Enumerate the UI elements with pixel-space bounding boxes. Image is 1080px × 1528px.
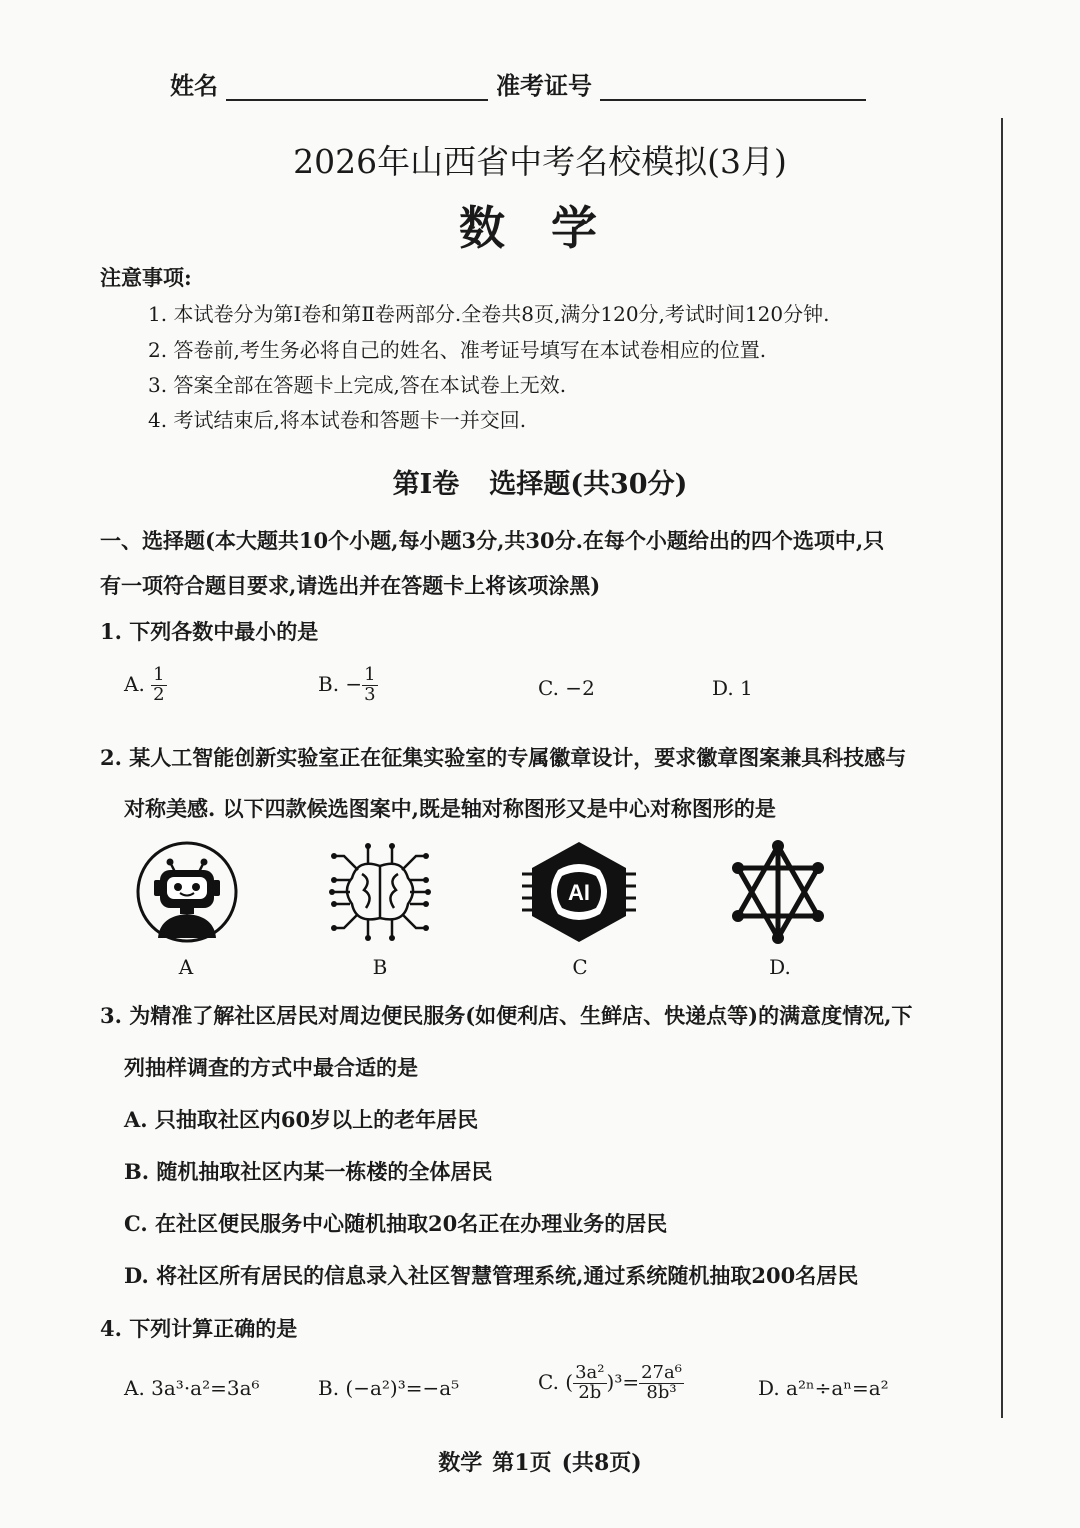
notice-item: 1. 本试卷分为第Ⅰ卷和第Ⅱ卷两部分.全卷共8页,满分120分,考试时间120分钟.	[148, 302, 830, 326]
fraction: $\frac{1}{3}$	[364, 664, 376, 705]
margin-line	[1001, 118, 1003, 1418]
logo-label-b: B	[372, 955, 388, 979]
robot-badge-icon	[136, 840, 238, 944]
question-2-line: 对称美感. 以下四款候选图案中,既是轴对称图形又是中心对称图形的是	[124, 796, 776, 821]
part-intro-line: 一、选择题(本大题共10个小题,每小题3分,共30分.在每个小题给出的四个选项中,只	[100, 528, 885, 553]
question-3-line: 3. 为精准了解社区居民对周边便民服务(如便利店、生鲜店、快递点等)的满意度情况,下	[100, 1003, 913, 1028]
notice-item: 4. 考试结束后,将本试卷和答题卡一并交回.	[148, 408, 527, 432]
exam-number-field[interactable]	[496, 66, 866, 101]
q4-option-d: D. a²ⁿ÷aⁿ=a²	[758, 1376, 889, 1400]
page-footer	[0, 1446, 1080, 1477]
q3-option-b: B. 随机抽取社区内某一栋楼的全体居民	[124, 1159, 493, 1184]
network-graph-icon	[726, 840, 830, 944]
logo-label-d: D.	[769, 955, 791, 979]
q3-option-a: A. 只抽取社区内60岁以上的老年居民	[124, 1107, 479, 1132]
logo-label-a: A	[178, 955, 194, 979]
notice-heading: 注意事项:	[100, 265, 192, 290]
name-underline[interactable]	[226, 77, 488, 101]
question-4-stem: 4. 下列计算正确的是	[100, 1316, 298, 1341]
question-3-line: 列抽样调查的方式中最合适的是	[124, 1055, 418, 1080]
q1-option-d: D. 1	[712, 676, 753, 700]
brain-circuit-icon	[328, 840, 432, 944]
name-field[interactable]	[170, 66, 488, 101]
page-title: 2026年山西省中考名校模拟(3月)	[293, 142, 787, 181]
footer-subject: 数学	[438, 1450, 483, 1476]
q4-option-a: A. 3a³·a²=3a⁶	[124, 1376, 260, 1400]
exam-number-label: 准考证号	[496, 71, 592, 100]
part-intro-line: 有一项符合题目要求,请选出并在答题卡上将该项涂黑)	[100, 573, 601, 598]
section-name: 第Ⅰ卷	[392, 469, 460, 500]
exam-number-underline[interactable]	[600, 77, 866, 101]
name-label: 姓名	[170, 71, 218, 100]
section-title: 选择题(共30分)	[489, 469, 688, 500]
ai-logo-text: AI	[568, 880, 590, 905]
footer-page: 第1页	[492, 1450, 552, 1476]
question-1-stem: 1. 下列各数中最小的是	[100, 619, 319, 644]
q1-option-b: B. − $\frac{1}{3}$	[318, 664, 376, 705]
q1-option-c: C. −2	[538, 676, 595, 700]
fraction: $\frac{\text{27a⁶}}{\text{8b³}}$	[641, 1362, 682, 1403]
ai-hexagon-icon	[522, 840, 636, 944]
logo-label-c: C	[572, 955, 588, 979]
q3-option-d: D. 将社区所有居民的信息录入社区智慧管理系统,通过系统随机抽取200名居民	[124, 1263, 859, 1288]
q1-option-a: A. $\frac{1}{2}$	[124, 664, 165, 705]
q4-option-c: C. ( $\frac{\text{3a²}}{2b}$ )³= $\frac{\text{27a⁶}}{\text{8b³}}$	[538, 1362, 682, 1403]
subject-title: 数学	[459, 201, 643, 255]
section-heading	[0, 462, 1080, 501]
fraction: $\frac{\text{3a²}}{2b}$	[575, 1362, 605, 1403]
footer-total: (共8页)	[561, 1450, 642, 1476]
question-2-line: 2. 某人工智能创新实验室正在征集实验室的专属徽章设计，要求徽章图案兼具科技感与	[100, 745, 907, 770]
q4-option-b: B. (−a²)³=−a⁵	[318, 1376, 460, 1400]
q3-option-c: C. 在社区便民服务中心随机抽取20名正在办理业务的居民	[124, 1211, 668, 1236]
notice-item: 3. 答案全部在答题卡上完成,答在本试卷上无效.	[148, 373, 567, 397]
fraction: $\frac{1}{2}$	[153, 664, 165, 705]
notice-item: 2. 答卷前,考生务必将自己的姓名、准考证号填写在本试卷相应的位置.	[148, 338, 767, 362]
